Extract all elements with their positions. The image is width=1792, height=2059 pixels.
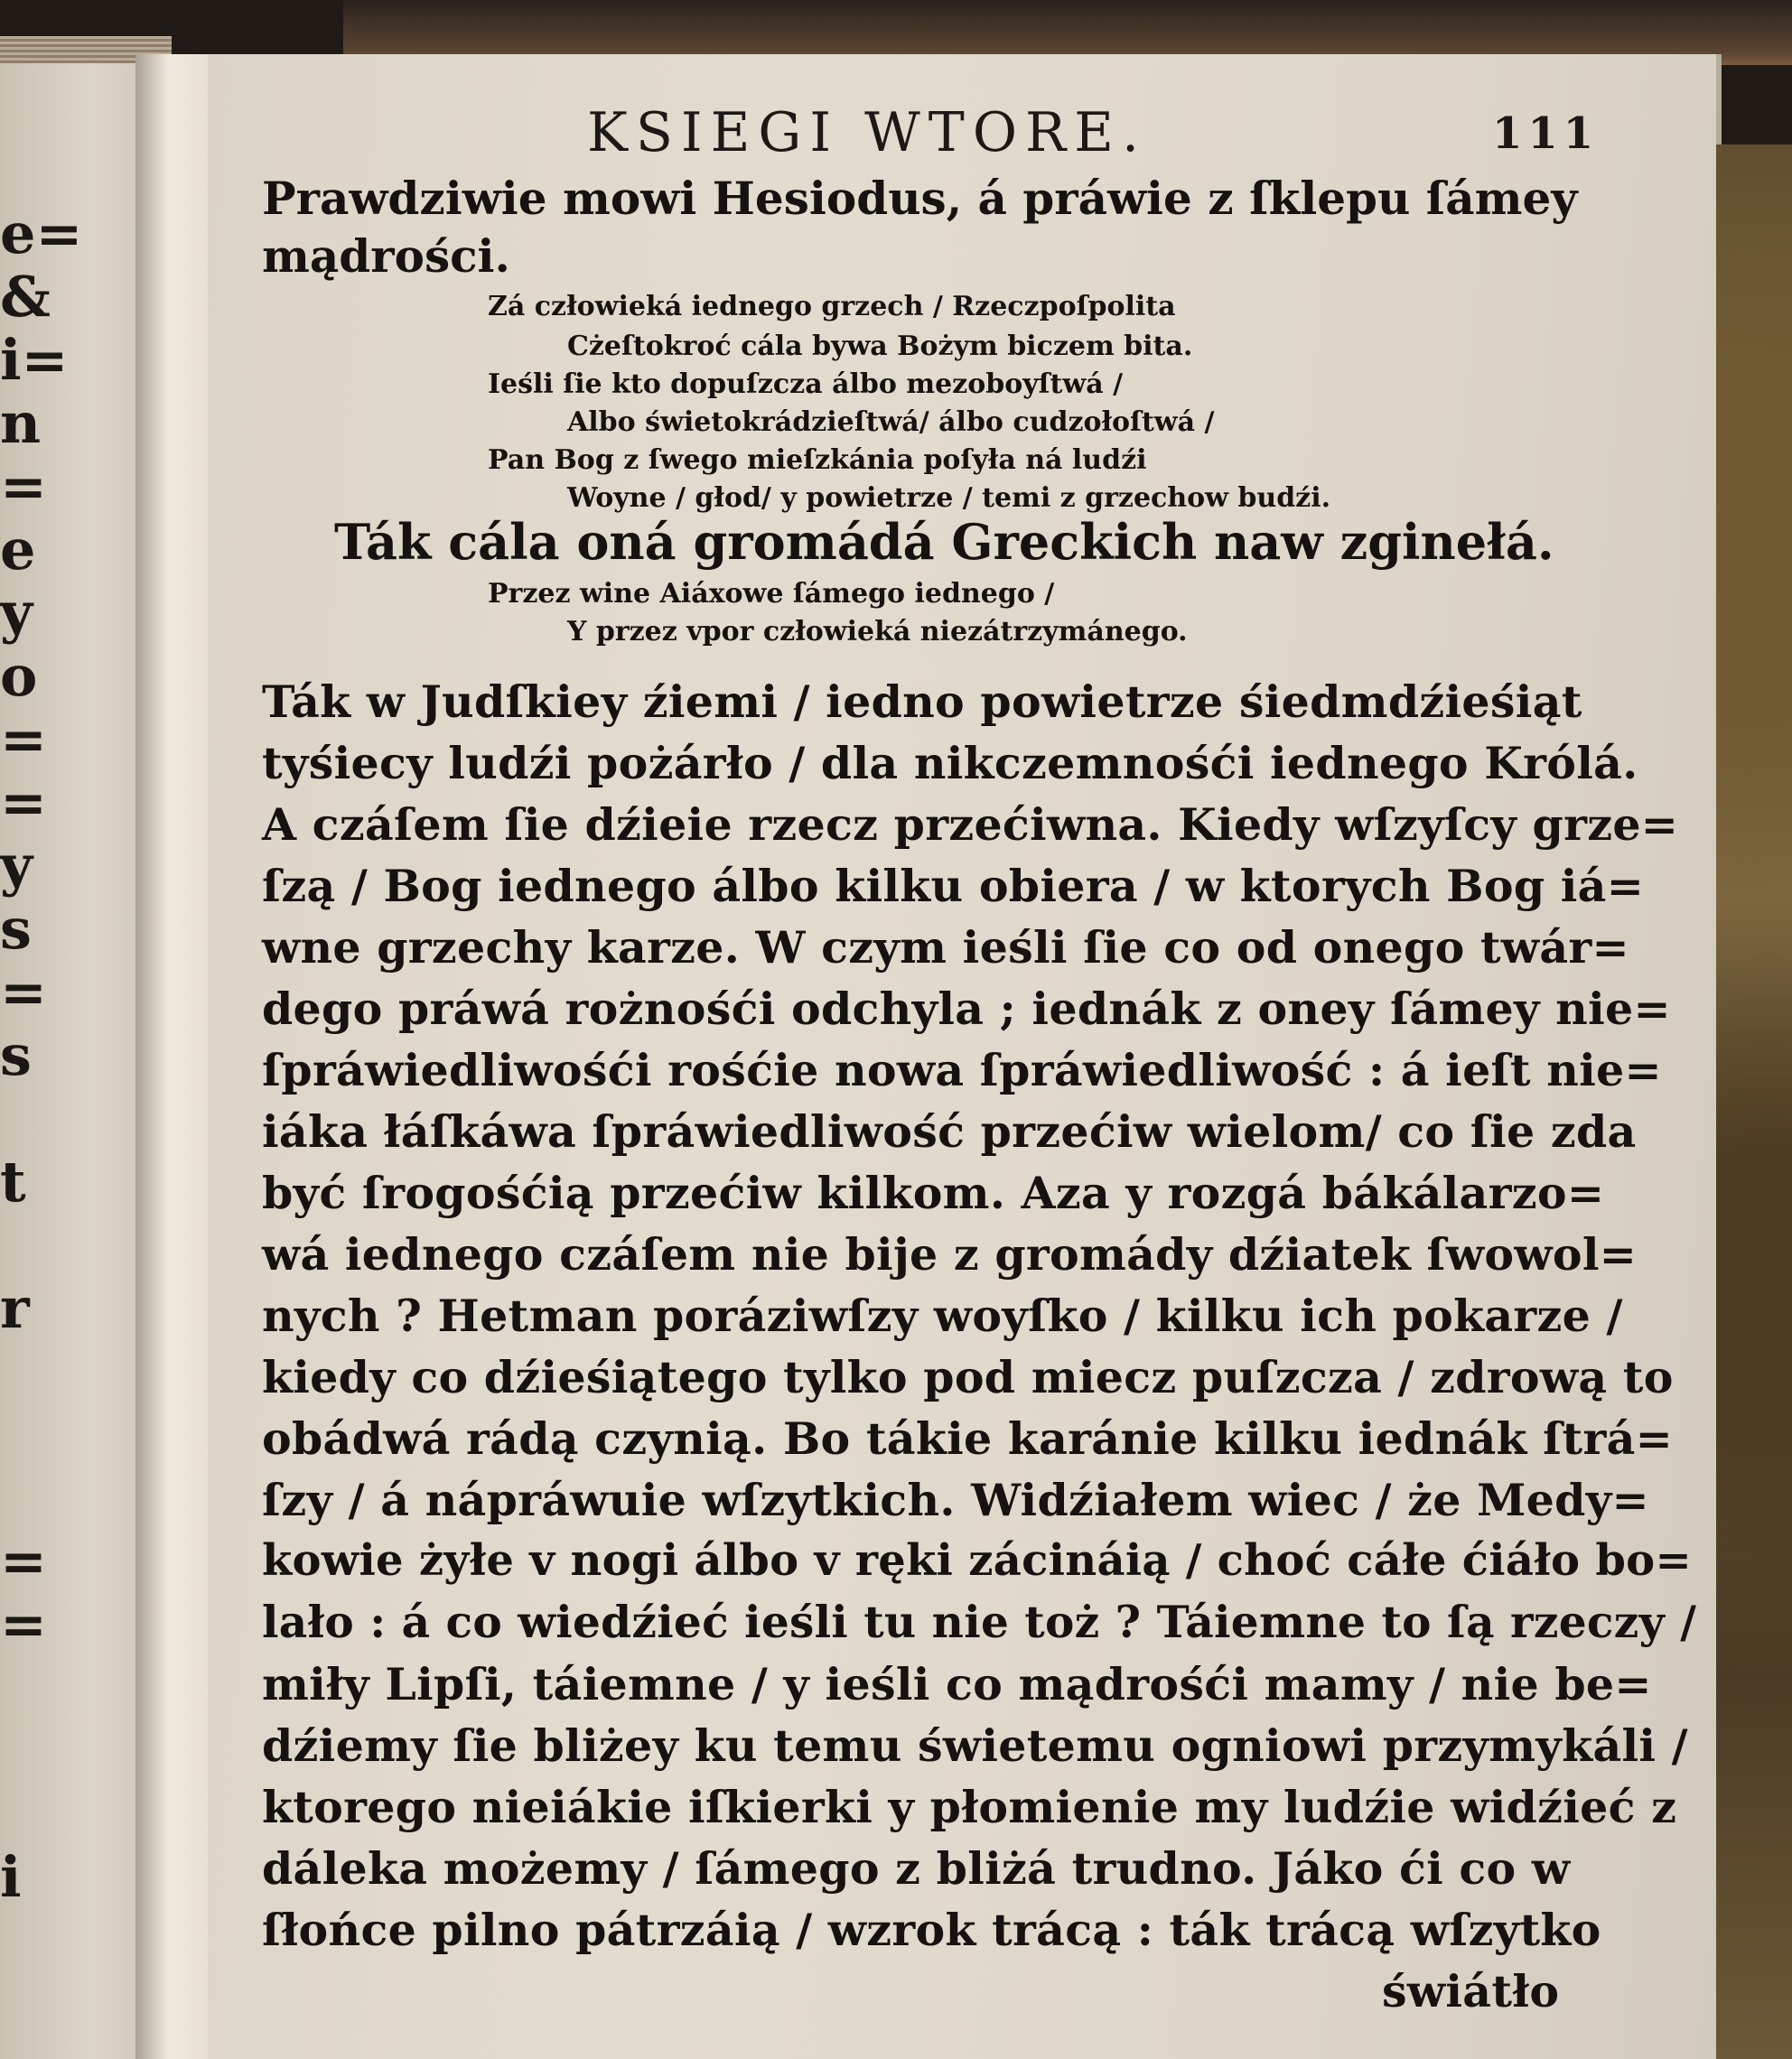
left-page-fragments [0, 190, 83, 1910]
left-page-fragment: r [0, 1275, 30, 1341]
left-page-fragment [0, 1391, 36, 1454]
body-line: kiedy co dźieśiątego tylko pod miecz puſzcza / zdrową to [262, 1351, 1674, 1403]
verse-line: Zá człowieká iednego grzech / Rzeczpoſpolita [488, 291, 1176, 322]
body-line: dźiemy ſie bliżey ku temu świetemu ogniowi przymykáli / [262, 1719, 1688, 1772]
left-page-fragment: & [0, 264, 51, 330]
body-line: tyśiecy ludźi pożárło / dla nikczemnośći iednego Królá. [262, 737, 1638, 789]
left-page-fragment [0, 1770, 36, 1833]
intro-line: mądrości. [262, 229, 510, 283]
body-line: dáleka możemy / ſámego z bliżá trudno. Jáko ći co w [262, 1842, 1571, 1895]
body-line: wá iednego czáſem nie bije z gromády dźiatek ſwowol= [262, 1228, 1638, 1281]
body-line: iáka łáſkáwa ſpráwiedliwość przećiw wielom/ co ſie zda [262, 1105, 1637, 1158]
body-line: obádwá rádą czynią. Bo tákie karánie kilku iednák ſtrá= [262, 1412, 1673, 1465]
left-page-fragment: o [0, 643, 38, 709]
left-page-fragment: = [0, 453, 47, 519]
left-page-fragment: s [0, 1022, 32, 1088]
left-page-fragment: = [0, 1528, 47, 1594]
marbled-cover [1716, 144, 1792, 2059]
verse-line: Albo świetokrádzieſtwá/ álbo cudzołoſtwá / [567, 406, 1215, 438]
verse-line: Y przez vpor człowieká niezátrzymánego. [567, 616, 1188, 648]
left-page-fragment [0, 1454, 36, 1517]
left-page-fragment: i [0, 1844, 22, 1910]
intro-line: Prawdziwie mowi Hesiodus, á práwie z ſklepu ſámey [262, 172, 1578, 225]
body-line: nych ? Hetman poráziwſzy woyſko / kilku ich pokarze / [262, 1290, 1623, 1342]
body-line: ſpráwiedliwośći rośćie nowa ſpráwiedliwość : á ieſt nie= [262, 1044, 1662, 1096]
body-line: dego práwá rożnośći odchyla ; iednák z oney ſámey nie= [262, 983, 1671, 1035]
body-line: Ták w Judſkiey źiemi / iedno powietrze śiedmdźieśiąt [262, 675, 1582, 728]
middle-line: Ták cála oná gromádá Greckich naw zginełá. [334, 513, 1554, 571]
left-page-fragment: e [0, 517, 36, 582]
left-page-fragment: = [0, 706, 47, 772]
gutter [135, 54, 217, 2059]
verse-line: Ieśli ſie kto dopuſzcza álbo mezoboyſtwá / [488, 368, 1124, 400]
body-line: ktorego nieiákie iſkierki y płomienie my ludźie widźieć z [262, 1781, 1677, 1833]
body-line: miły Lipſi, táiemne / y ieśli co mądrośći mamy / nie be= [262, 1658, 1652, 1710]
body-line: ſzą / Bog iednego álbo kilku obiera / w ktorych Bog iá= [262, 860, 1645, 912]
catchword: świátło [1382, 1965, 1560, 2017]
verse-line: Pan Bog z ſwego mieſzkánia poſyła ná ludźi [488, 444, 1147, 476]
body-line: lało : á co wiedźieć ieśli tu nie toż ? Táiemne to ſą rzeczy / [262, 1597, 1697, 1648]
left-page-fragment: n [0, 390, 42, 456]
left-page-fragment: t [0, 1149, 26, 1215]
body-line: ſzy / á nápráwuie wſzytkich. Widźiałem wiec / że Medy= [262, 1474, 1649, 1526]
body-line: kowie żyłe v nogi álbo v ręki zácináią / choć cáłe ćiáło bo= [262, 1535, 1693, 1586]
body-line: być ſrogośćią przećiw kilkom. Aza y rozgá bákálarzo= [262, 1167, 1605, 1219]
body-line: A czáſem ſie dźieie rzecz przećiwna. Kiedy wſzyſcy grze= [262, 798, 1679, 851]
running-head-title: KSIEGI WTORE. [587, 101, 1148, 164]
running-head [0, 101, 1792, 164]
left-page-fragment [0, 1707, 36, 1770]
left-page-fragment: y [0, 580, 33, 646]
body-line: wne grzechy karze. W czym ieśli ſie co od onego twár= [262, 921, 1629, 974]
body-line: ſłońce pilno pátrzáią / wzrok trácą : ták trácą wſzytko [262, 1904, 1601, 1956]
page-number: 111 [1492, 108, 1600, 159]
verse-line: Przez wine Aiáxowe ſámego iednego / [488, 578, 1055, 610]
left-page-fragment: y [0, 833, 33, 899]
verse-line: Woyne / głod/ y powietrze / temi z grzechow budźi. [567, 482, 1331, 514]
left-page-fragment: e= [0, 200, 83, 266]
left-page-fragment: = [0, 769, 47, 835]
verse-line: Cżeſtokroć cála bywa Bożym biczem bita. [567, 331, 1193, 362]
left-page-fragment: = [0, 1591, 47, 1657]
left-page [0, 63, 154, 2059]
left-page-fragment: = [0, 959, 47, 1025]
left-page-fragment: i= [0, 327, 69, 393]
left-page-fragment: s [0, 896, 32, 962]
